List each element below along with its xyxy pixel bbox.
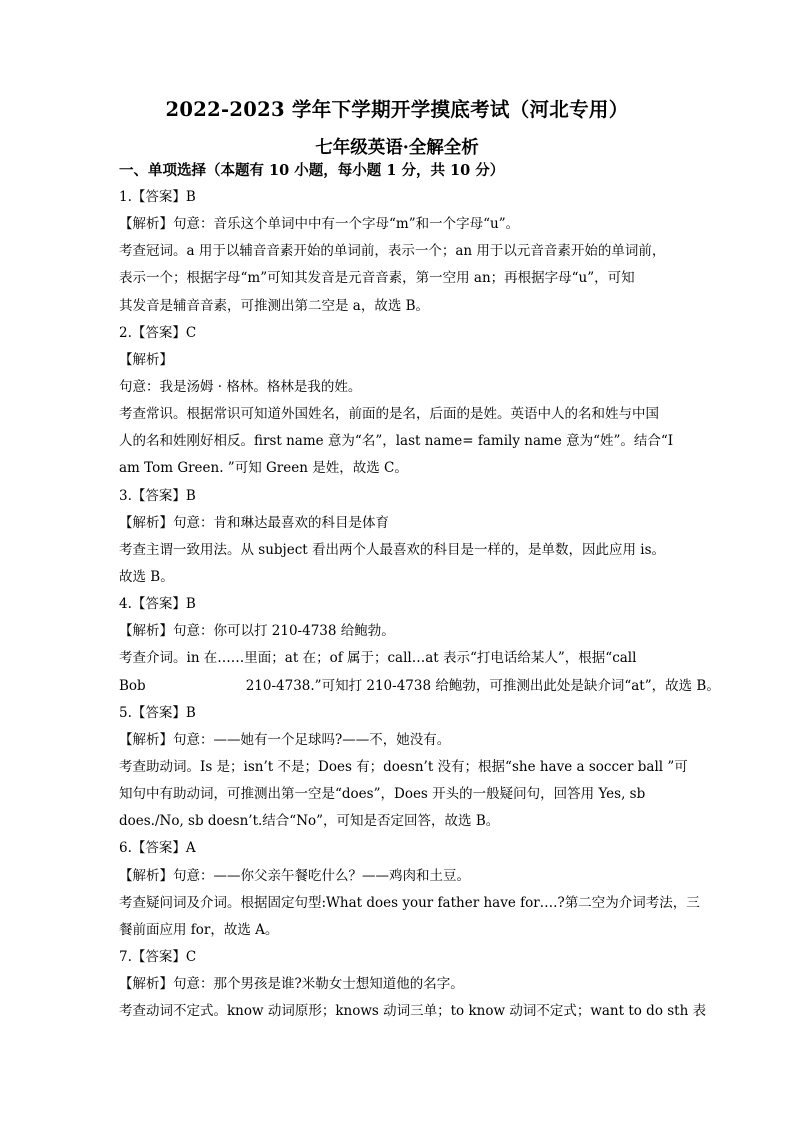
text-line: 考查助动词。Is 是；isn’t 不是；Does 有；doesn’t 没有；根据“she have a soccer ball ”可 xyxy=(119,758,688,775)
text-line: 6.【答案】A xyxy=(119,840,196,857)
page-title: 2022-2023 学年下学期开学摸底考试（河北专用） xyxy=(165,98,629,121)
text-line: 4.【答案】B xyxy=(119,596,196,613)
text-line: 2.【答案】C xyxy=(119,324,197,341)
text-line: 故选 B。 xyxy=(119,568,174,585)
page-subtitle: 七年级英语·全解全析 xyxy=(315,138,479,158)
text-line: 知句中有助动词，可推测出第一空是“does”，Does 开头的一般疑问句，回答用 Yes, sb xyxy=(119,786,646,803)
text-line: 【解析】句意：音乐这个单词中中有一个字母“m”和一个字母“u”。 xyxy=(119,216,520,233)
text-line: 7.【答案】C xyxy=(119,948,197,965)
bob-word: Bob xyxy=(119,677,146,694)
text-line: 考查疑问词及介词。根据固定句型:What does your father have for….?第二空为介词考法，三 xyxy=(119,894,700,911)
text-line: am Tom Green. ”可知 Green 是姓，故选 C。 xyxy=(119,460,408,477)
text-line-bob xyxy=(119,673,720,700)
text-line: 表示一个；根据字母“m”可知其发音是元音音素，第一空用 an；再根据字母“u”，可知 xyxy=(119,270,635,287)
text-line: 考查动词不定式。know 动词原形；knows 动词三单；to know 动词不定式；want to do sth 表 xyxy=(119,1003,707,1020)
text-line: 人的名和姓刚好相反。first name 意为“名”，last name= family name 意为“姓”。结合“I xyxy=(119,433,674,450)
text-line: 【解析】句意：——她有一个足球吗?——不，她没有。 xyxy=(119,731,451,748)
text-line: 3.【答案】B xyxy=(119,487,196,504)
text-line: 【解析】句意：那个男孩是谁?米勒女士想知道他的名字。 xyxy=(119,976,464,993)
text-line: 句意：我是汤姆 · 格林。格林是我的姓。 xyxy=(119,378,362,395)
text-line: 餐前面应用 for，故选 A。 xyxy=(119,921,279,938)
section-heading: 一、单项选择（本题有 10 小题，每小题 1 分，共 10 分） xyxy=(119,162,505,179)
text-line: 5.【答案】B xyxy=(119,704,196,721)
text-line: 考查介词。in 在……里面；at 在；of 属于；call…at 表示“打电话给某人”，根据“call xyxy=(119,650,637,667)
text-line: 【解析】句意：肯和琳达最喜欢的科目是体育 xyxy=(119,514,389,531)
text-line: 考查常识。根据常识可知道外国姓名，前面的是名，后面的是姓。英语中人的名和姓与中国 xyxy=(119,406,659,423)
text-line: 考查主谓一致用法。从 subject 看出两个人最喜欢的科目是一样的，是单数，因此应用 is。 xyxy=(119,541,666,558)
text-line: 【解析】句意：你可以打 210-4738 给鲍勃。 xyxy=(119,623,395,640)
document-body xyxy=(119,184,720,1025)
text-line: 【解析】句意：——你父亲午餐吃什么？——鸡肉和土豆。 xyxy=(119,867,470,884)
text-line: 考查冠词。a 用于以辅音音素开始的单词前，表示一个；an 用于以元音音素开始的单词前， xyxy=(119,243,666,260)
text-line: 【解析】 xyxy=(119,351,173,368)
text-line: does./No, sb doesn’t.结合“No”，可知是否定回答，故选 B。 xyxy=(119,813,500,830)
text-line: 1.【答案】B xyxy=(119,189,196,205)
bob-explanation: 210-4738.”可知打 210-4738 给鲍勃，可推测出此处是缺介词“at”，故选 B。 xyxy=(245,677,720,694)
text-line: 其发音是辅音音素，可推测出第二空是 a，故选 B。 xyxy=(119,297,430,314)
